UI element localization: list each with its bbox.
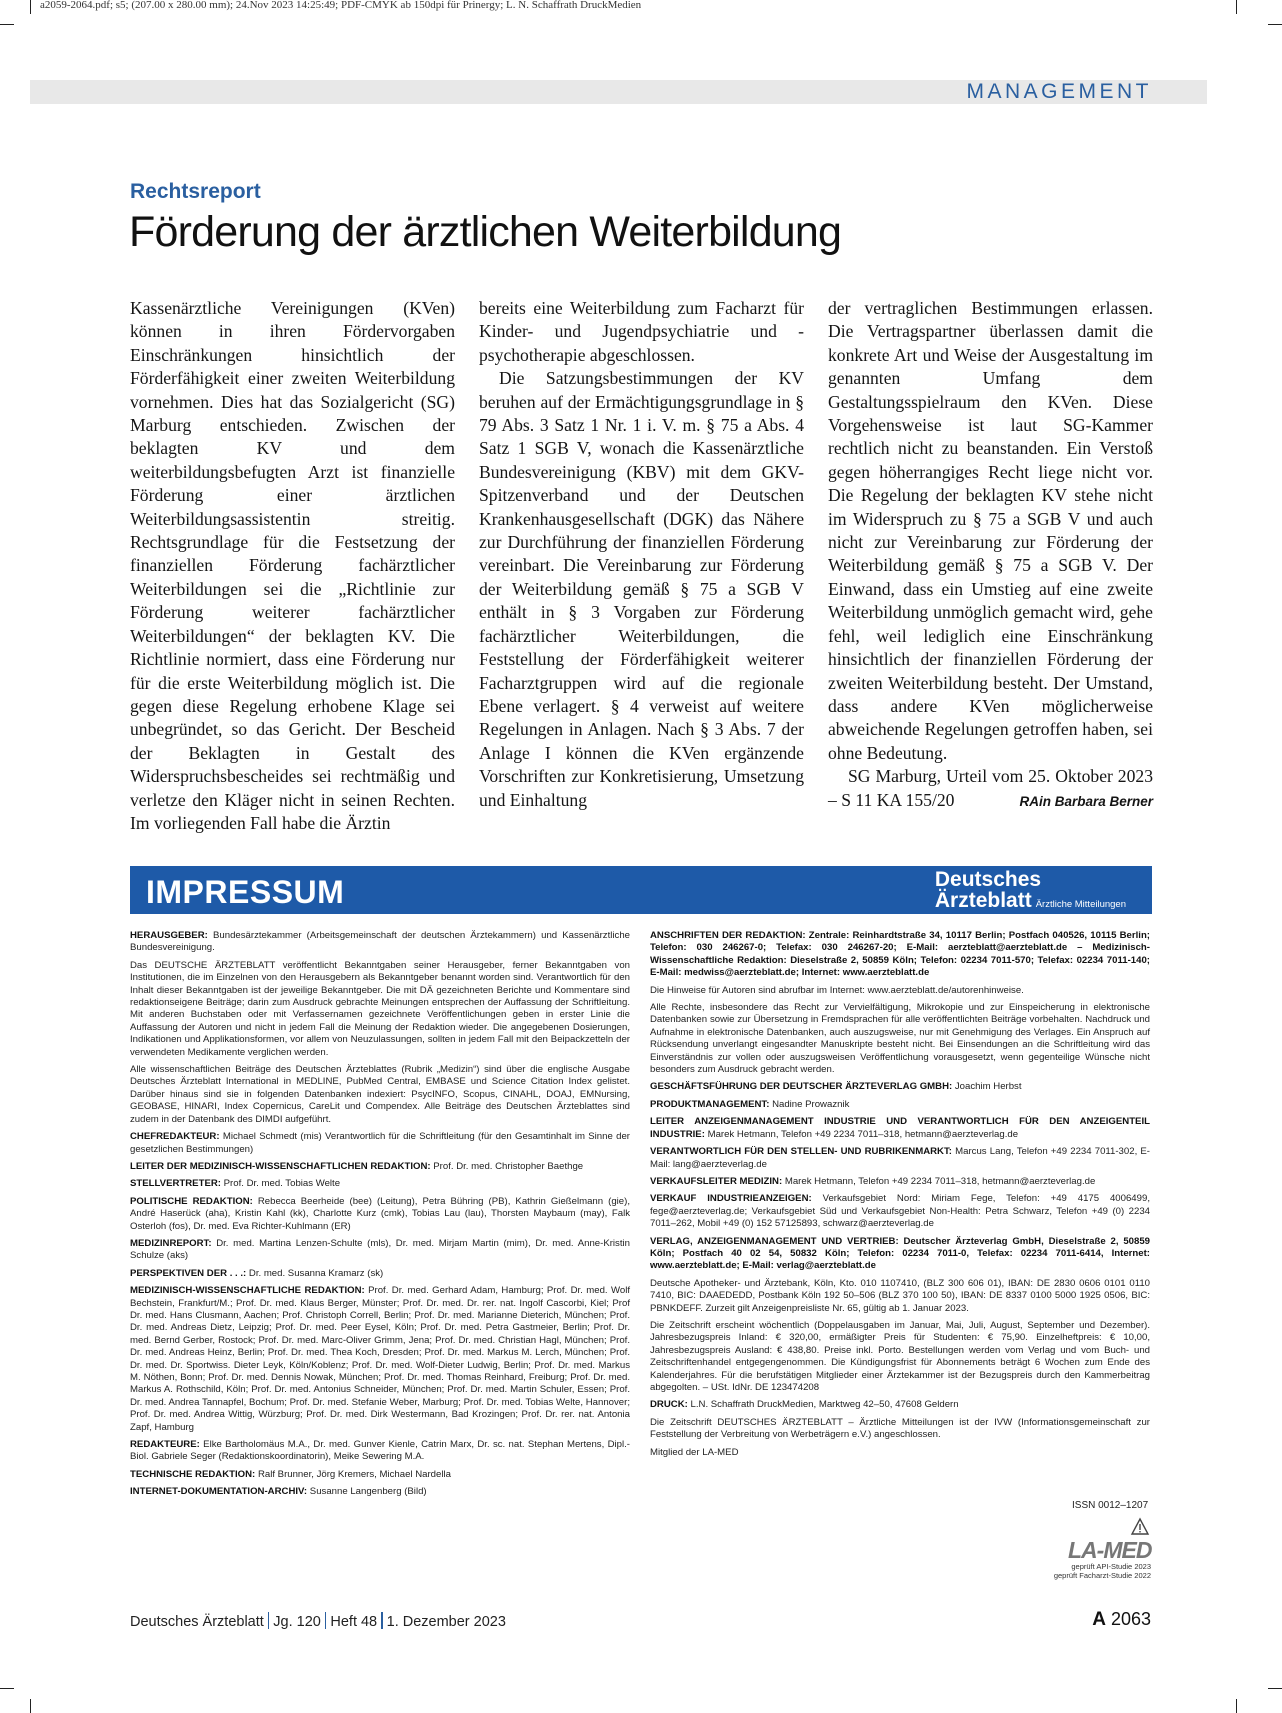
- impressum-text: Marek Hetmann, Telefon +49 2234 7011–318, hetmann@aerzteverlag.de: [784, 1175, 1096, 1187]
- impressum-column-right: [650, 930, 1150, 1464]
- impressum-heading: LEITER DER MEDIZINISCH-WISSENSCHAFTLICHEN REDAKTION:: [130, 1160, 431, 1172]
- print-slug: a2059-2064.pdf; s5; (207.00 x 280.00 mm); 24.Nov 2023 14:25:49; PDF-CMYK ab 150dpi für Prinergy; L. N. Schaffrath DruckMedien: [40, 0, 642, 11]
- impressum-entry: [130, 1439, 630, 1464]
- impressum-text: Bundesärztekammer (Arbeitsgemeinschaft der deutschen Ärztekammern) und Kassenärztliche Bundesvereinigung.: [130, 930, 631, 954]
- impressum-entry: [650, 1193, 1150, 1230]
- impressum-heading: POLITISCHE REDAKTION:: [130, 1195, 253, 1207]
- impressum-heading: TECHNISCHE REDAKTION:: [130, 1468, 256, 1480]
- crop-mark: [1268, 1688, 1282, 1689]
- page-prefix: A: [1092, 1609, 1106, 1630]
- page-footer: [130, 1612, 506, 1630]
- impressum-entry: [130, 1161, 630, 1173]
- crop-mark: [30, 1699, 31, 1713]
- article-column-2: [479, 297, 804, 812]
- footer-separator: [381, 1612, 383, 1629]
- impressum-column-left: [130, 930, 630, 1504]
- page-number-value: 2063: [1110, 1609, 1151, 1629]
- lamed-caption: [1052, 1563, 1151, 1580]
- impressum-text: Die Zeitschrift DEUTSCHES ÄRZTEBLATT – Ärztliche Mitteilungen ist der IVW (Informationsgemeinschaft zur Feststellung der Verbreitung von Werbeträgern e.V.) angeschlossen.: [650, 1416, 1150, 1441]
- warning-triangle-icon: [1130, 1517, 1150, 1537]
- impressum-text: Dr. med. Susanna Kramarz (sk): [248, 1267, 384, 1279]
- impressum-heading: VERKAUF INDUSTRIEANZEIGEN:: [650, 1193, 812, 1205]
- impressum-entry: [130, 1238, 630, 1263]
- impressum-text: Alle wissenschaftlichen Beiträge des Deutschen Ärzteblattes (Rubrik „Medizin“) sind über die englische Ausgabe Deutsches Ärzteblatt International in MEDLINE, PubMed Central, EMBASE und Science Citation Index gelistet. Darüber hinaus sind sie in folgenden Datenbanken indexiert: PsycINFO, Scopus, CINAHL, DOAJ, EMNursing, GEOBASE, HINARI, Index Copernicus, CareLit und Compendex. Alle Beiträge des Deutschen Ärzteblattes sind zudem in der Datenbank des DIMDI aufgeführt.: [130, 1064, 630, 1125]
- crop-mark: [30, 0, 31, 14]
- article-paragraph: der vertraglichen Bestimmungen erlassen. Die Vertragspartner überlassen damit die konkrete Art und Weise der Ausgestaltung im genannten Umfang dem Gestaltungsspielraum den KVen. Diese Vorgehensweise ist laut SG-Kammer rechtlich nicht zu beanstanden. Ein Verstoß gegen höherrangiges Recht liege nicht vor. Die Regelung der beklagten KV stehe nicht im Widerspruch zu § 75 a SGB V und auch nicht zur Vereinbarung zur Förderung der Weiterbildung gemäß § 75 a SGB V. Der Einwand, dass ein Umstieg auf eine zweite Weiterbildung unmöglich gemacht wird, gehe fehl, weil lediglich eine Einschränkung hinsichtlich der finanziellen Förderung der zweiten Weiterbildung besteht. Der Umstand, dass andere KVen möglicherweise abweichende Regelungen getroffen haben, sei ohne Bedeutung.: [828, 298, 1153, 763]
- impressum-heading: HERAUSGEBER:: [130, 930, 208, 941]
- impressum-text: Marek Hetmann, Telefon +49 2234 7011–318, hetmann@aerzteverlag.de: [707, 1128, 1019, 1140]
- issn: ISSN 0012–1207: [1072, 1500, 1149, 1511]
- impressum-entry: [130, 1196, 630, 1233]
- impressum-text: Die Hinweise für Autoren sind abrufbar im Internet: www.aerzteblatt.de/autorenhinweise.: [650, 984, 1024, 996]
- impressum-text: Susanne Langenberg (Bild): [309, 1486, 427, 1498]
- impressum-entry: [650, 1236, 1150, 1273]
- crop-mark: [1236, 1699, 1237, 1713]
- article-column-3: [828, 297, 1153, 813]
- impressum-heading: VERANTWORTLICH FÜR DEN STELLEN- UND RUBRIKENMARKT:: [650, 1146, 952, 1158]
- impressum-entry: [650, 1116, 1150, 1141]
- journal-logo: [935, 869, 1126, 912]
- impressum-text: Dr. med. Martina Lenzen-Schulte (mls), Dr. med. Mirjam Martin (mim), Dr. med. Anne-Kristin Schulze (aks): [130, 1237, 630, 1262]
- impressum-heading: DRUCK:: [650, 1399, 688, 1411]
- impressum-entry: [650, 1399, 1150, 1411]
- article-title: Förderung der ärztlichen Weiterbildung: [129, 208, 842, 256]
- impressum-text: Rebecca Beerheide (bee) (Leitung), Petra Bühring (PB), Kathrin Gießelmann (gie), André Haserück (aha), Kristin Kahl (kk), Charlotte Kurz (cmk), Tobias Lau (lau), Thorsten Maybaum (may), Falk Osterloh (fos), Dr. med. Eva Richter-Kuhlmann (ER): [130, 1195, 630, 1232]
- impressum-entry: [650, 930, 1150, 980]
- footer-issue: Heft 48: [330, 1614, 378, 1630]
- impressum-entry: [130, 1469, 630, 1481]
- impressum-entry: [650, 1320, 1150, 1394]
- logo-line-1: Deutsches: [934, 868, 1042, 891]
- impressum-text: Mitglied der LA-MED: [650, 1446, 739, 1458]
- logo-line-2: Ärzteblatt: [934, 889, 1032, 912]
- impressum-entry: [650, 1099, 1150, 1111]
- citation-text: SG Marburg, Urteil vom 25. Oktober 2023 – S 11 KA 155/20: [828, 766, 1153, 810]
- footer-separator: [268, 1612, 270, 1629]
- impressum-entry: [650, 1002, 1150, 1076]
- impressum-text: Prof. Dr. med. Tobias Welte: [223, 1178, 341, 1190]
- article-author: RAin Barbara Berner: [1019, 793, 1153, 809]
- impressum-title: IMPRESSUM: [146, 874, 345, 910]
- crop-mark: [1268, 24, 1282, 25]
- impressum-heading: VERLAG, ANZEIGENMANAGEMENT UND VERTRIEB: Deutscher Ärzteverlag GmbH, Dieselstraße 2, 50859 Köln; Postfach 40 02 54, 50832 Köln; Telefon: 02234 7011-0, Telefax: 02234 7011-6414, Internet: www.aerzteblatt.de; E-Mail: verlag@aerzteblatt.de: [650, 1235, 1150, 1272]
- section-label: MANAGEMENT: [966, 80, 1152, 103]
- impressum-entry: [650, 985, 1150, 997]
- impressum-text: Marcus Lang, Telefon +49 2234 7011-302, E-Mail: lang@aerzteverlag.de: [650, 1146, 1150, 1170]
- article-citation: [828, 765, 1153, 812]
- impressum-heading: PRODUKTMANAGEMENT:: [650, 1098, 770, 1110]
- impressum-text: L.N. Schaffrath DruckMedien, Marktweg 42–50, 47608 Geldern: [690, 1399, 959, 1411]
- impressum-heading: MEDIZINREPORT:: [130, 1237, 212, 1249]
- impressum-heading: GESCHÄFTSFÜHRUNG DER DEUTSCHER ÄRZTEVERLAG GMBH:: [650, 1081, 953, 1093]
- impressum-heading: ANSCHRIFTEN DER REDAKTION: Zentrale: Reinhardtstraße 34, 10117 Berlin; Postfach 040526, 10115 Berlin; Telefon: 030 246267-0; Telefax: 030 246267-20; E-Mail: aerzteblatt@aerzteblatt.de – Medizinisch-Wissenschaftliche Redaktion: Dieselstraße 2, 50859 Köln; Telefon: 02234 7011-570; Telefax: 02234 7011-140; E-Mail: medwiss@aerzteblatt.de; Internet: www.aerzteblatt.de: [650, 930, 1150, 979]
- article-paragraph: Kassenärztliche Vereinigungen (KVen) können in ihren Fördervorgaben Einschränkungen hinsichtlich der Förderfähigkeit einer zweiten Weiterbildung vornehmen. Dies hat das Sozialgericht (SG) Marburg entschieden. Zwischen der beklagten KV und dem weiterbildungsbefugten Arzt ist finanzielle Förderung einer ärztlichen Weiterbildungsassistentin streitig. Rechtsgrundlage für die Festsetzung der finanziellen Förderung fachärztlicher Weiterbildungen sei die „Richtlinie zur Förderung weiterer fachärztlicher Weiterbildungen“ der beklagten KV. Die Richtlinie normiert, dass eine Förderung nur für die erste Weiterbildung möglich ist. Die gegen diese Regelung erhobene Klage sei unbegründet, so das Gericht. Der Bescheid der Beklagten in Gestalt des Widerspruchsbescheides sei rechtmäßig und verletze den Kläger nicht in seinen Rechten. Im vorliegenden Fall habe die Ärztin: [130, 298, 455, 833]
- lamed-caption-line: geprüft Facharzt-Studie 2022: [1053, 1570, 1151, 1580]
- impressum-heading: VERKAUFSLEITER MEDIZIN:: [650, 1175, 783, 1187]
- impressum-entry: [130, 1064, 630, 1126]
- impressum-heading: MEDIZINISCH-WISSENSCHAFTLICHE REDAKTION:: [130, 1285, 365, 1297]
- footer-separator: [325, 1612, 327, 1629]
- crop-mark: [1236, 0, 1237, 14]
- impressum-text: Die Zeitschrift erscheint wöchentlich (Doppelausgaben im Januar, Mai, Juli, August, September und Dezember). Jahresbezugspreis Inland: € 320,00, ermäßigter Preis für Studenten: € 75,90. Einzelheftpreis: € 10,00, Jahresbezugspreis Ausland: € 438,80. Preise inkl. Porto. Bestellungen werden vom Verlag und vom Buch- und Zeitschriftenhandel entgegengenommen. Die Kündigungsfrist für Abonnements beträgt 6 Wochen zum Ende des Kalenderjahres. Für die berufstätigen Mitglieder einer Ärztekammer ist der Bezugspreis durch den Kammerbeitrag abgegolten. – USt. IdNr. DE 123474208: [650, 1319, 1150, 1393]
- impressum-text: Elke Bartholomäus M.A., Dr. med. Gunver Kienle, Catrin Marx, Dr. sc. nat. Stephan Mertens, Dipl.-Biol. Gabriele Seger (Redaktionskoordinatorin), Meike Sewering M.A.: [130, 1439, 630, 1463]
- impressum-heading: PERSPEKTIVEN DER . . .:: [130, 1267, 247, 1279]
- impressum-text: Michael Schmedt (mis) Verantwortlich für die Schriftleitung (für den Gesamtinhalt im Sinne der gesetzlichen Bestimmungen): [130, 1131, 630, 1155]
- impressum-entry: [130, 1178, 630, 1190]
- article-column-1: [130, 297, 455, 835]
- impressum-entry: [650, 1081, 1150, 1093]
- footer-journal: Deutsches Ärzteblatt: [130, 1614, 264, 1630]
- impressum-text: Joachim Herbst: [954, 1081, 1022, 1093]
- impressum-entry: [650, 1417, 1150, 1442]
- impressum-text: Deutsche Apotheker- und Ärztebank, Köln, Kto. 010 1107410, (BLZ 300 606 01), IBAN: DE 2830 0606 0101 0110 7410, BIC: DAAEDEDD, Postbank Köln 192 50–506 (BLZ 370 100 50), IBAN: DE 8337 0100 5000 1925 0506, BIC: PBNKDEFF. Zurzeit gilt Anzeigenpreisliste Nr. 65, gültig ab 1. Januar 2023.: [650, 1277, 1150, 1314]
- footer-date: 1. Dezember 2023: [386, 1614, 506, 1630]
- impressum-text: Ralf Brunner, Jörg Kremers, Michael Nardella: [257, 1468, 451, 1480]
- article-paragraph: bereits eine Weiterbildung zum Facharzt für Kinder- und Jugendpsychiatrie und -psychotherapie abgeschlossen.: [479, 298, 804, 365]
- impressum-entry: [650, 1447, 1150, 1459]
- impressum-entry: [130, 1285, 630, 1434]
- impressum-banner: [130, 866, 1152, 914]
- crop-mark: [0, 24, 14, 25]
- footer-volume: Jg. 120: [273, 1614, 321, 1630]
- article-kicker: Rechtsreport: [130, 180, 261, 203]
- impressum-entry: [130, 1131, 630, 1156]
- impressum-text: Verkaufsgebiet Nord: Miriam Fege, Telefon: +49 4175 4006499, fege@aerzteverlag.de; Verkaufsgebiet Süd und Verkaufsgebiet Non-Health: Petra Schwarz, Telefon +49 (0) 2234 7011–262, Mobil +49 (0) 152 57125893, schwarz@aerzteverlag.de: [650, 1193, 1150, 1230]
- impressum-entry: [650, 1176, 1150, 1188]
- impressum-heading: INTERNET-DOKUMENTATION-ARCHIV:: [130, 1486, 308, 1498]
- crop-mark: [0, 1688, 14, 1689]
- impressum-text: Alle Rechte, insbesondere das Recht zur Vervielfältigung, Mikrokopie und zur Einspeicherung in elektronische Datenbanken sowie zur Übersetzung in Fremdsprachen für alle veröffentlichten Beiträge vorbehalten. Nachdruck und Aufnahme in elektronische Datenbanken, auch auszugsweise, nur mit Genehmigung des Verlages. Ein Anspruch auf Rücksendung unverlangt eingesandter Manuskripte besteht nicht. Bei Einsendungen an die Schriftleitung wird das Einverständnis zur vollen oder auszugsweisen Veröffentlichung vorausgesetzt, wenn gegenteilige Wünsche nicht besonders zum Ausdruck gebracht werden.: [650, 1002, 1150, 1076]
- article-paragraph: Die Satzungsbestimmungen der KV beruhen auf der Ermächtigungsgrundlage in § 79 Abs. 3 Satz 1 Nr. 1 i. V. m. § 75 a Abs. 4 Satz 1 SGB V, wonach die Kassenärztliche Bundesvereinigung (KBV) mit dem GKV-Spitzenverband und der Deutschen Krankenhausgesellschaft (DGK) das Nähere zur Durchführung der finanziellen Förderung vereinbart. Die Vereinbarung zur Förderung der Weiterbildung gemäß § 75 a SGB V enthält in § 3 Vorgaben zur Förderung fachärztlicher Weiterbildungen, die Feststellung der Förderfähigkeit weiterer Facharztgruppen wird auf die regionale Ebene verlagert. § 4 verweist auf weitere Regelungen in Anlagen. Nach § 3 Abs. 7 der Anlage I können die KVen ergänzende Vorschriften zur Konkretisierung, Umsetzung und Einhaltung: [479, 368, 804, 810]
- impressum-heading: REDAKTEURE:: [130, 1439, 200, 1451]
- impressum-text: Nadine Prowaznik: [772, 1098, 850, 1110]
- impressum-text: Prof. Dr. med. Gerhard Adam, Hamburg; Prof. Dr. med. Wolf Bechstein, Frankfurt/M.; Prof. Dr. med. Klaus Berger, Münster; Prof. Dr. med. Dr. rer. nat. Ingolf Cascorbi, Kiel; Prof Dr. med. Hans Clusmann, Aachen; Prof. Christoph Correll, Berlin; Prof. Dr. med. Marianne Dieterich, München; Prof. Dr. med. Andreas Dietz, Leipzig; Prof. Dr. med. Peer Eysel, Köln; Prof. Dr. med. Petra Gastmeier, Berlin; Prof. Dr. med. Bernd Gerber, Rostock; Prof. Dr. med. Marc-Oliver Grimm, Jena; Prof. Dr. med. Christian Hagl, München; Prof. Dr. med. Andreas Heinz, Berlin; Prof. Dr. med. Thea Koch, Dresden; Prof. Dr. med. Markus M. Lerch, München; Prof. Dr. med. Dr. Sportwiss. Dieter Leyk, Köln/Koblenz; Prof. Dr. med. Wolf-Dieter Ludwig, Berlin; Prof. Dr. med. Markus M. Nöthen, Bonn; Prof. Dr. med. Dennis Nowak, München; Prof. Dr. med. Thomas Reinhard, Freiburg; Prof. Dr. med. Markus A. Rothschild, Köln; Prof. Dr. med. Antonius Schneider, München; Prof. Dr. med. Martin Schuler, Essen; Prof. Dr. med. Andrea Tannapfel, Bochum; Prof. Dr. med. Stefanie Weber, Marburg; Prof. Dr. med. Tobias Welte, Hannover; Prof. Dr. med. Andrea Wittig, Würzburg; Prof. Dr. med. Dirk Westermann, Bad Krozingen; Prof. Dr. rer. nat. Antonia Zapf, Hamburg: [130, 1285, 630, 1433]
- impressum-heading: CHEFREDAKTEUR:: [130, 1131, 220, 1143]
- impressum-entry: [650, 1146, 1150, 1171]
- impressum-heading: STELLVERTRETER:: [130, 1178, 221, 1190]
- logo-subtitle: Ärztliche Mitteilungen: [1035, 899, 1126, 910]
- lamed-caption-line: geprüft API-Studie 2023: [1071, 1562, 1151, 1571]
- impressum-text: Das DEUTSCHE ÄRZTEBLATT veröffentlicht Bekanntgaben seiner Herausgeber, ferner Bekanntgaben von Institutionen, die im Einzelnen von den Herausgebern als Bekanntgeber benannt worden sind. Verantwortlich für den Inhalt dieser Bekanntgaben ist der jeweilige Bekanntgeber. Die mit DÄ gezeichneten Berichte und Kommentare sind redaktionseigene Beiträge; darin zum Ausdruck gebrachte Meinungen entsprechen der Auffassung der Schriftleitung. Mit anderen Buchstaben oder mit Verfassernamen gezeichnete Veröffentlichungen geben in erster Linie die Auffassung der Autoren und nicht in jedem Fall die Meinung der Redaktion wieder. Die angegebenen Dosierungen, Indikationen und Applikationsformen, vor allem von Neuzulassungen, sollten in jedem Fall mit den Beipackzetteln der verwendeten Medikamente verglichen werden.: [130, 959, 630, 1058]
- impressum-entry: [130, 1486, 630, 1498]
- impressum-text: Prof. Dr. med. Christopher Baethge: [433, 1160, 584, 1172]
- impressum-entry: [130, 930, 630, 955]
- impressum-entry: [130, 960, 630, 1059]
- impressum-entry: [130, 1268, 630, 1280]
- lamed-logo: LA-MED: [1068, 1537, 1152, 1563]
- impressum-heading: LEITER ANZEIGENMANAGEMENT INDUSTRIE UND VERANTWORTLICH FÜR DEN ANZEIGENTEIL INDUSTRIE:: [650, 1116, 1150, 1140]
- page-number: [1092, 1609, 1151, 1631]
- impressum-entry: [650, 1278, 1150, 1315]
